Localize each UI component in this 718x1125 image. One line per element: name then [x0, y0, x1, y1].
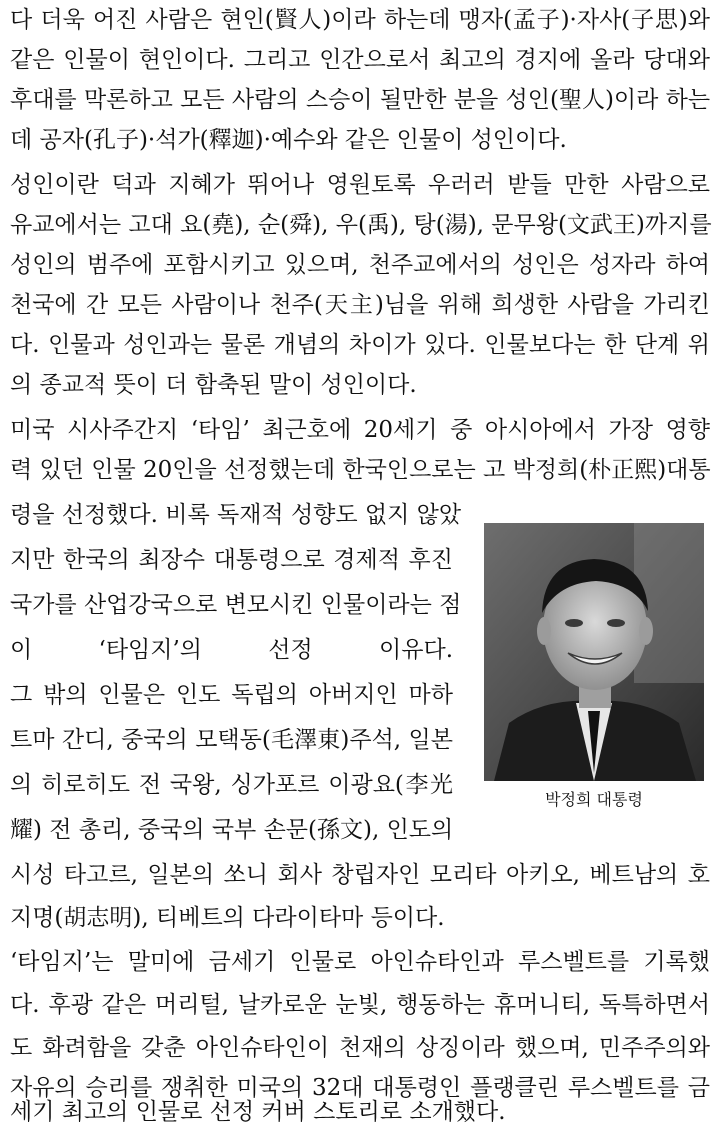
text-line: 도 화려함을 갖춘 아인슈타인이 천재의 상징이라 했으며, 민주주의와: [10, 1035, 710, 1061]
text-line: 트마 간디, 중국의 모택동(毛澤東)주석, 일본: [10, 727, 453, 753]
text-line: 이 ‘타임지’의 선정 이유다.: [10, 637, 453, 663]
text-line: 천국에 간 모든 사람이나 천주(天主)님을 위해 희생한 사람을 가리킨: [10, 292, 710, 318]
text-line: 耀) 전 총리, 중국의 국부 손문(孫文), 인도의: [10, 817, 454, 843]
text-line: 다. 인물과 성인과는 물론 개념의 차이가 있다. 인물보다는 한 단계 위: [10, 332, 710, 358]
paragraph-start-line: 미국 시사주간지 ‘타임’ 최근호에 20세기 중 아시아에서 가장 영향: [10, 417, 710, 443]
text-line: 의 종교적 뜻이 더 함축된 말이 성인이다.: [10, 372, 417, 398]
text-line: 지만 한국의 최장수 대통령으로 경제적 후진: [10, 547, 453, 573]
text-line: 유교에서는 고대 요(堯), 순(舜), 우(禹), 탕(湯), 문무왕(文武王)까지를: [10, 212, 712, 238]
text-line: 세기 최고의 인물로 선정 커버 스토리로 소개했다.: [10, 1099, 506, 1125]
paragraph-start-line: ‘타임지’는 말미에 금세기 인물로 아인슈타인과 루스벨트를 기록했: [10, 949, 710, 975]
text-line: 시성 타고르, 일본의 쏘니 회사 창립자인 모리타 아키오, 베트남의 호: [10, 862, 710, 888]
portrait-illustration: [484, 523, 704, 781]
text-line: 국가를 산업강국으로 변모시킨 인물이라는 점: [10, 592, 462, 618]
text-line: 후대를 막론하고 모든 사람의 스승이 될만한 분을 성인(聖人)이라 하는: [10, 87, 711, 113]
paragraph-start-line: 그 밖의 인물은 인도 독립의 아버지인 마하: [10, 682, 453, 708]
text-line: 령을 선정했다. 비록 독재적 성향도 없지 않았: [10, 502, 462, 528]
photo-caption: 박정희 대통령: [545, 790, 643, 809]
text-line: 다. 후광 같은 머리털, 날카로운 눈빛, 행동하는 휴머니티, 독특하면서: [10, 992, 710, 1018]
portrait-photo: [484, 523, 704, 781]
text-line: 다 더욱 어진 사람은 현인(賢人)이라 하는데 맹자(孟子)·자사(子思)와: [10, 7, 710, 33]
text-line: 자유의 승리를 쟁취한 미국의 32대 대통령인 플랭클린 루스벨트를 금: [10, 1075, 710, 1101]
paragraph-start-line: 성인이란 덕과 지혜가 뛰어나 영원토록 우러러 받들 만한 사람으로: [10, 172, 710, 198]
text-line: 데 공자(孔子)·석가(釋迦)·예수와 같은 인물이 성인이다.: [10, 127, 567, 153]
text-line: 력 있던 인물 20인을 선정했는데 한국인으로는 고 박정희(朴正熙)대통: [10, 457, 711, 483]
text-line: 성인의 범주에 포함시키고 있으며, 천주교에서의 성인은 성자라 하여: [10, 252, 710, 278]
text-line: 지명(胡志明), 티베트의 다라이타마 등이다.: [10, 905, 445, 931]
text-line: 의 히로히도 전 국왕, 싱가포르 이광요(李光: [10, 772, 453, 798]
text-line: 같은 인물이 현인이다. 그리고 인간으로서 최고의 경지에 올라 당대와: [10, 47, 710, 73]
